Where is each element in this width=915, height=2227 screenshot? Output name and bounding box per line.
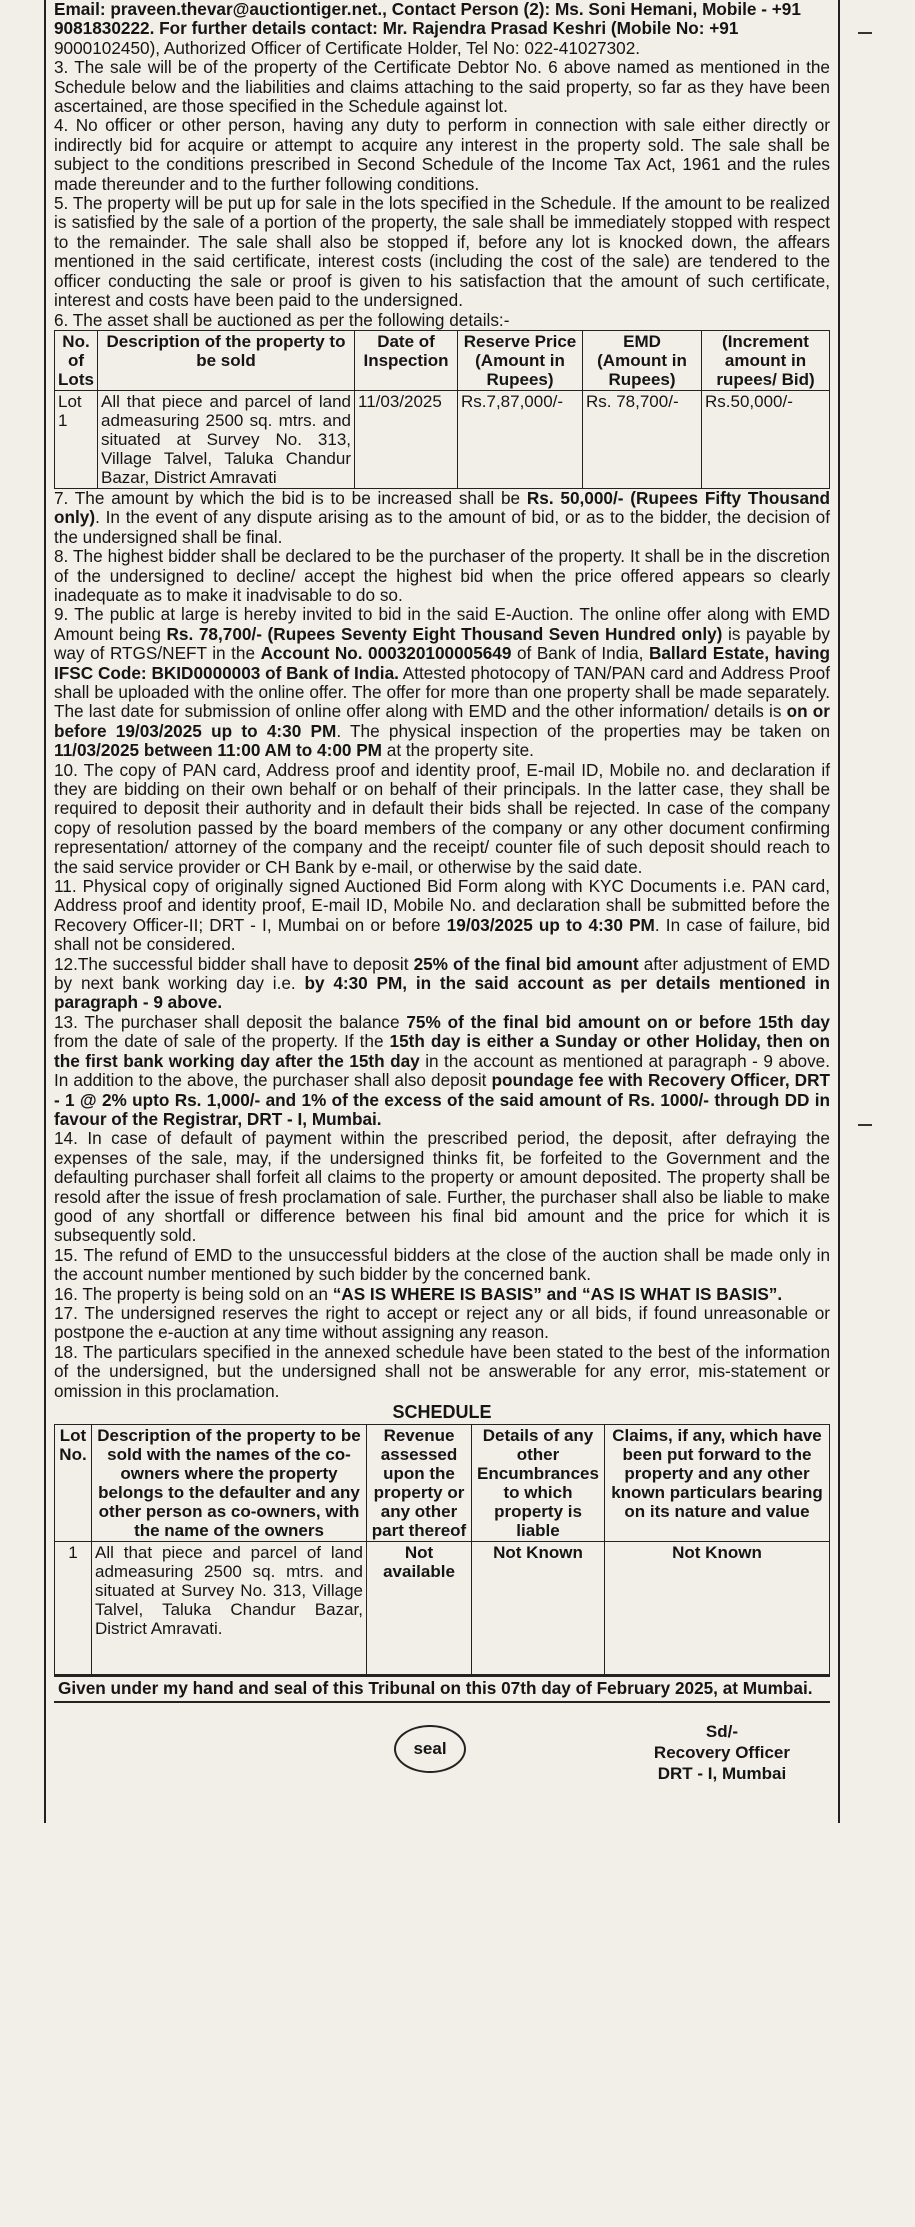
text-run: after adjustment of EMD by next bank working day i.e. [54, 953, 830, 994]
table-cell: Rs.7,87,000/- [458, 390, 583, 488]
signature-block [54, 1703, 830, 1823]
text-run: 11/03/2025 between 11:00 AM to 4:00 PM [54, 740, 382, 761]
header-cell: Description of the property to be sold [98, 330, 355, 390]
text-run: 16. The property is being sold on an [54, 1283, 333, 1304]
clause-11 [54, 877, 830, 955]
text-run: Rs. 78,700/- (Rupees Seventy Eight Thousand Seven Hundred only) [166, 623, 723, 644]
table-cell: Not available [367, 1542, 472, 1675]
given-under-hand: Given under my hand and seal of this Tribunal on this 07th day of February 2025, at Mumbai. [54, 1675, 830, 1702]
table-cell: Not Known [605, 1542, 830, 1675]
text-run: . In case of failure, bid shall not be considered. [54, 914, 830, 955]
table-cell: All that piece and parcel of land admeasuring 2500 sq. mtrs. and situated at Survey No. 313, Village Talvel, Taluka Chandur Bazar, District Amravati. [92, 1542, 367, 1675]
table-row [55, 390, 830, 488]
clause-5: 5. The property will be put up for sale in the lots specified in the Schedule. If the amount to be realized is satisfied by the sale of a portion of the property, the sale shall be immediately stopped with respect to the remainder. The sale shall also be stopped if, before any lot is knocked down, the affears mentioned in the said certificate, interest costs (including the cost of the sale) are tendered to the officer conducting the sale or proof is given to his satisfaction that the amount of such certificate, interest and costs have been paid to the undersigned. [54, 193, 830, 311]
text-run: 13. The purchaser shall deposit the balance [54, 1011, 407, 1032]
clause-3: 3. The sale will be of the property of the Certificate Debtor No. 6 above named as mentioned in the Schedule below and the liabilities and claims attaching to the said property, so far as they have been ascertained, are those specified in the Schedule against lot. [54, 57, 830, 117]
clause-17: 17. The undersigned reserves the right to accept or reject any or all bids, if found unreasonable or postpone the e-auction at any time without assigning any reason. [54, 1302, 830, 1343]
column-edge-mark [858, 32, 872, 34]
table-cell: 11/03/2025 [355, 390, 458, 488]
text-run: of Bank of India, [511, 643, 649, 664]
clause-14: 14. In case of default of payment within the prescribed period, the deposit, after defraying the expenses of the sale, may, if the undersigned thinks fit, be forfeited to the Government and the defaulting purchaser shall forfeit all claims to the property or amount deposited. The property shall be resold after the issue of fresh proclamation of sale. Further, the purchaser shall also be liable to make good of any shortfall or difference between his final bid amount and the price for which it is subsequently sold. [54, 1128, 830, 1246]
clause-18: 18. The particulars specified in the annexed schedule have been stated to the best of the information of the undersigned, but the undersigned shall not be answerable for any error, mis-statement or omission in this proclamation. [54, 1341, 830, 1401]
text-run: “AS IS WHERE IS BASIS” and “AS IS WHAT IS BASIS”. [332, 1283, 783, 1304]
text-run: by 4:30 PM, in the said account as per details mentioned in paragraph - 9 above. [54, 973, 830, 1013]
text-run: 19/03/2025 up to 4:30 PM [446, 914, 655, 935]
header-cell: Revenue assessed upon the property or any other part thereof [367, 1425, 472, 1542]
schedule-title: SCHEDULE [392, 1402, 492, 1422]
header-cell: Date of Inspection [355, 330, 458, 390]
text-run: 75% of the final bid amount on or before 15th day [406, 1011, 830, 1032]
office-name: DRT - I, Mumbai [657, 1763, 787, 1783]
clause-15: 15. The refund of EMD to the unsuccessful bidders at the close of the auction shall be made only in the account number mentioned by such bidder by the concerned bank. [54, 1244, 830, 1285]
notice-column [44, 0, 840, 1823]
text-run: Attested photocopy of TAN/PAN card and Address Proof shall be uploaded with the online offer. The offer for more than one property shall be made separately. The last date for submission of online offer along with EMD and the other information/ details is [54, 662, 830, 722]
text-run: . In the event of any dispute arising as to the amount of bid, or as to the bidder, the decision of the undersigned shall be final. [54, 507, 830, 547]
text-run: 7. The amount by which the bid is to be increased shall be [54, 487, 527, 508]
clause-4: 4. No officer or other person, having any duty to perform in connection with sale either directly or indirectly bid for acquire or attempt to acquire any interest in the property sold. The sale shall be subject to the conditions prescribed in Second Schedule of the Income Tax Act, 1961 and the rules made thereunder and to the further following conditions. [54, 115, 830, 194]
header-line: 9081830222. For further details contact: Mr. Rajendra Prasad Keshri (Mobile No: +91 [54, 18, 739, 39]
header-cell: Lot No. [55, 1425, 92, 1542]
header-line: 9000102450), Authorized Officer of Certificate Holder, Tel No: 022-41027302. [54, 37, 641, 58]
text-run: . The physical inspection of the properties may be taken on [336, 720, 831, 741]
header-cell: Claims, if any, which have been put forward to the property and any other known particulars bearing on its nature and value [605, 1425, 830, 1542]
clause-8: 8. The highest bidder shall be declared to be the purchaser of the property. It shall be in the discretion of the undersigned to decline/ accept the highest bid when the price offered appears so clearly inadequate as to make it inadvisable to do so. [54, 546, 830, 605]
signatory [654, 1721, 790, 1784]
text-run: in the account as mentioned at paragraph - 9 above. In addition to the above, the purchaser shall also deposit [54, 1050, 830, 1091]
text-run: 9. The public at large is hereby invited to bid in the said E-Auction. The online offer along with EMD Amount being [54, 604, 830, 644]
header-cell: (Increment amount in rupees/ Bid) [702, 330, 830, 390]
clause-6: 6. The asset shall be auctioned as per the following details:- [54, 309, 510, 330]
sd-text: Sd/- [705, 1721, 739, 1741]
text-run: Account No. 000320100005649 [260, 643, 512, 664]
header-cell: Description of the property to be sold with the names of the co-owners where the property belongs to the defaulter and any other person as co-owners, with the name of the owners [92, 1425, 367, 1542]
schedule-table [54, 1424, 830, 1675]
clause-9 [54, 605, 830, 760]
text-run: on or before 19/03/2025 up to 4:30 PM [54, 701, 830, 741]
clause-16 [54, 1285, 830, 1304]
table-row [55, 1542, 830, 1675]
lot-table-header-row [55, 330, 830, 390]
text-run: 15th day is either a Sunday or other Holiday, then on the first bank working day after the 15th day [54, 1031, 830, 1071]
clause-7 [54, 489, 830, 547]
header-cell: Details of any other Encumbrances to which property is liable [472, 1425, 605, 1542]
clause-12 [54, 955, 830, 1013]
text-run: 11. Physical copy of originally signed Auctioned Bid Form along with KYC Documents i.e. PAN card, Address proof and identity proof, E-mail ID, Mobile No. and declaration shall be submitted before the Recovery Officer-II; DRT - I, Mumbai on or before [54, 876, 830, 935]
text-run: from the date of sale of the property. If the [54, 1031, 390, 1052]
table-cell: Rs. 78,700/- [583, 390, 702, 488]
text-run: 12.The successful bidder shall have to deposit [54, 953, 414, 974]
officer-title: Recovery Officer [653, 1742, 790, 1762]
table-cell: Not Known [472, 1542, 605, 1675]
text-run: at the property site. [382, 740, 534, 761]
text-run: 25% of the final bid amount [413, 953, 639, 974]
header-cell: No. of Lots [55, 330, 98, 390]
seal-stamp: seal [394, 1725, 466, 1773]
table-cell: Lot 1 [55, 390, 98, 488]
lot-table [54, 330, 830, 489]
clause-13 [54, 1013, 830, 1129]
table-cell: Rs.50,000/- [702, 390, 830, 488]
clause-10: 10. The copy of PAN card, Address proof and identity proof, E-mail ID, Mobile no. and declaration if they are bidding on their own behalf or on behalf of their principals. In the latter case, they shall be required to deposit their authority and in default their bids shall be rejected. In case of the company copy of resolution passed by the board members of the company or any other document confirming representation/ attorney of the company and the receipt/ counter file of such deposit should reach to the said service provider or CH Bank by e-mail, or otherwise by the said date. [54, 759, 830, 877]
header-line: Email: praveen.thevar@auctiontiger.net., Contact Person (2): Ms. Soni Hemani, Mobile - +91 [54, 0, 801, 19]
schedule-header-row [55, 1425, 830, 1542]
header-cell: Reserve Price (Amount in Rupees) [458, 330, 583, 390]
table-cell: 1 [55, 1542, 92, 1675]
table-cell: All that piece and parcel of land admeasuring 2500 sq. mtrs. and situated at Survey No. 313, Village Talvel, Taluka Chandur Bazar, District Amravati [98, 390, 355, 488]
header-cell: EMD (Amount in Rupees) [583, 330, 702, 390]
text-run: Rs. 50,000/- (Rupees Fifty Thousand only) [54, 487, 831, 528]
text-run: Ballard Estate, having IFSC Code: BKID0000003 of Bank of India. [54, 643, 831, 683]
column-edge-mark [858, 1124, 872, 1126]
text-run: is payable by way of RTGS/NEFT in the [54, 623, 830, 664]
text-run: poundage fee with Recovery Officer, DRT - 1 @ 2% upto Rs. 1,000/- and 1% of the excess of the said amount of Rs. 1000/- through DD in favour of the Registrar, DRT - I, Mumbai. [54, 1070, 831, 1129]
